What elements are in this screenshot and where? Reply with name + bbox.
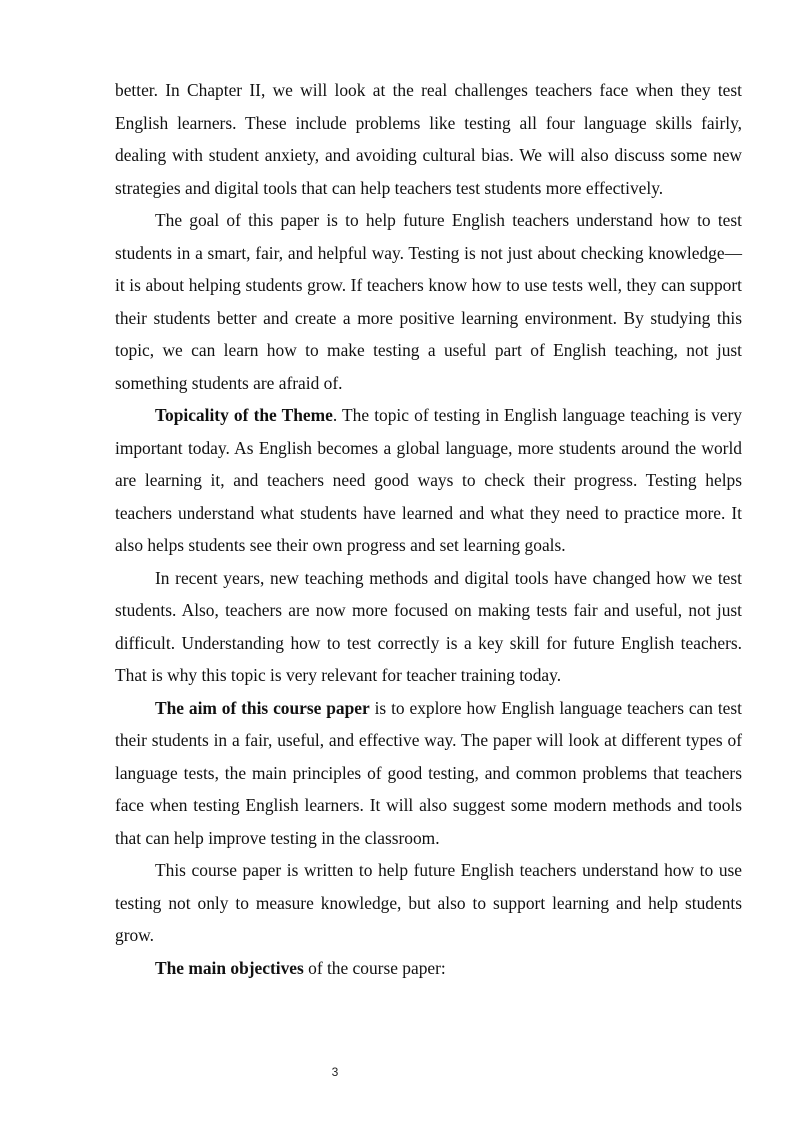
paragraph-chapter-overview: better. In Chapter II, we will look at the real challenges teachers face when they test English learners. These include problems like testing all four language skills fairly, dealing with student anxiety, and avoiding cultural bias. We will also discuss some new strategies and digital tools that can help teachers test students more effectively. xyxy=(115,80,742,198)
paragraph-objectives xyxy=(115,952,742,985)
objectives-text: of the course paper: xyxy=(303,957,446,978)
paragraph-purpose: This course paper is written to help future English teachers understand how to use testing not only to measure knowledge, but also to support learning and help students grow. xyxy=(115,860,742,945)
paragraph-goal: The goal of this paper is to help future English teachers understand how to test students in a smart, fair, and helpful way. Testing is not just about checking knowledge—it is about helping students grow. If teachers know how to use tests well, they can support their students better and create a more positive learning environment. By studying this topic, we can learn how to make testing a useful part of English teaching, not just something students are afraid of. xyxy=(115,210,742,393)
objectives-heading: The main objectives xyxy=(155,957,304,978)
paragraph-topicality xyxy=(115,399,742,562)
page-number: 3 xyxy=(331,1065,339,1079)
document-body xyxy=(115,74,742,984)
topicality-text: . The topic of testing in English language teaching is very important today. As English becomes a global language, more students around the world are learning it, and teachers need good ways to check their progress. Testing helps teachers understand what students have learned and what they need to practice more. It also helps students see their own progress and set learning goals. xyxy=(115,405,742,555)
paragraph-recent-years: In recent years, new teaching methods and digital tools have changed how we test students. Also, teachers are now more focused on making tests fair and useful, not just difficult. Understanding how to test correctly is a key skill for future English teachers. That is why this topic is very relevant for teacher training today. xyxy=(115,567,742,685)
paragraph-aim xyxy=(115,692,742,855)
topicality-heading: Topicality of the Theme xyxy=(155,405,333,425)
aim-text: is to explore how English language teachers can test their students in a fair, useful, and effective way. The paper will look at different types of language tests, the main principles of good testing, and common problems that teachers face when testing English learners. It will also suggest some modern methods and tools that can help improve testing in the classroom. xyxy=(115,697,742,848)
aim-heading: The aim of this course paper xyxy=(155,697,370,718)
